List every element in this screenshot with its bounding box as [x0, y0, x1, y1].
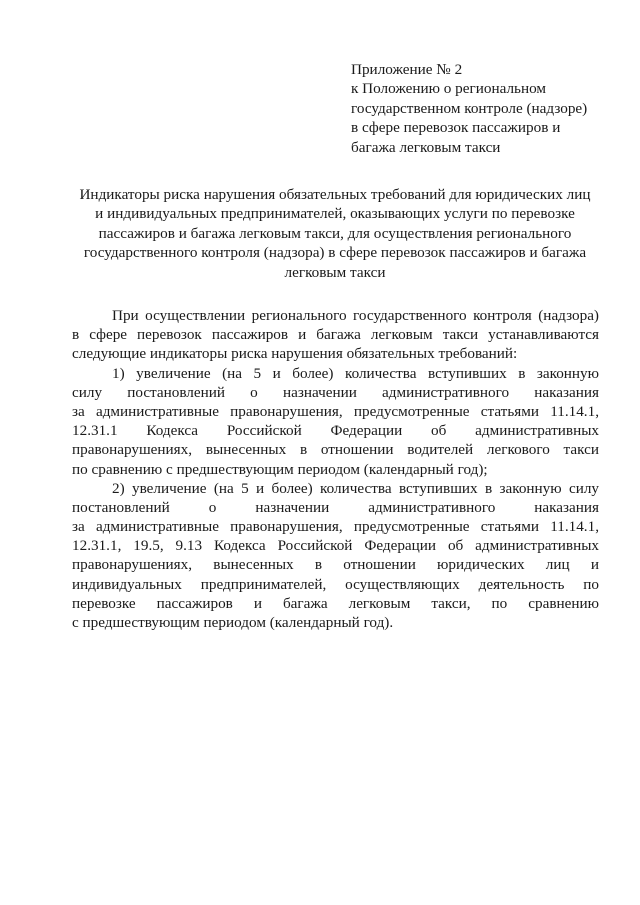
appendix-header — [351, 60, 611, 157]
body-line: за административные правонарушения, предусмотренные статьями 11.14.1, — [72, 402, 599, 420]
body-line: 1) увеличение (на 5 и более) количества вступивших в законную — [112, 364, 599, 382]
body-line: 12.31.1 Кодекса Российской Федерации об административных — [72, 422, 599, 440]
intro-paragraph — [72, 306, 599, 364]
title-line: Индикаторы риска нарушения обязательных требований для юридических лиц — [79, 186, 591, 203]
appendix-line: государственном контроле (надзоре) — [351, 99, 588, 117]
appendix-line: к Положению о региональном — [351, 80, 546, 98]
appendix-line: Приложение № 2 — [351, 61, 463, 78]
title-line: государственного контроля (надзора) в сфере перевозок пассажиров и багажа — [83, 244, 587, 262]
body-line: по сравнению с предшествующим периодом (календарный год); — [72, 460, 488, 478]
body-line: следующие индикаторы риска нарушения обязательных требований: — [72, 345, 518, 363]
body-line: с предшествующим периодом (календарный год). — [72, 614, 394, 631]
title-line: легковым такси — [284, 263, 386, 281]
body-line: При осуществлении регионального государственного контроля (надзора) — [112, 307, 599, 324]
title-line: и индивидуальных предпринимателей, оказывающих услуги по перевозке — [95, 205, 575, 223]
body-line: 12.31.1, 19.5, 9.13 Кодекса Российской Федерации об административных — [72, 537, 599, 555]
body-line: индивидуальных предпринимателей, осуществляющих деятельность по — [72, 575, 599, 593]
body-line: правонарушениях, вынесенных в отношении водителей легкового такси — [72, 441, 599, 459]
body-line: за административные правонарушения, предусмотренные статьями 11.14.1, — [72, 518, 599, 536]
appendix-line: багажа легковым такси — [351, 138, 501, 156]
body-line: в сфере перевозок пассажиров и багажа легковым такси устанавливаются — [72, 326, 599, 344]
body-line: перевозке пассажиров и багажа легковым такси, по сравнению — [72, 594, 599, 612]
title-line: пассажиров и багажа легковым такси, для осуществления регионального — [98, 224, 572, 242]
document-body — [72, 306, 599, 632]
indicator-item-2 — [72, 479, 599, 633]
appendix-line: в сфере перевозок пассажиров и — [351, 119, 561, 137]
body-line: 2) увеличение (на 5 и более) количества вступивших в законную силу — [112, 479, 599, 497]
body-line: постановлений о назначении административного наказания — [72, 498, 599, 516]
body-line: правонарушениях, вынесенных в отношении юридических лиц и — [72, 556, 599, 574]
body-line: силу постановлений о назначении административного наказания — [72, 383, 599, 401]
indicator-item-1 — [72, 364, 599, 479]
document-title — [70, 185, 600, 282]
